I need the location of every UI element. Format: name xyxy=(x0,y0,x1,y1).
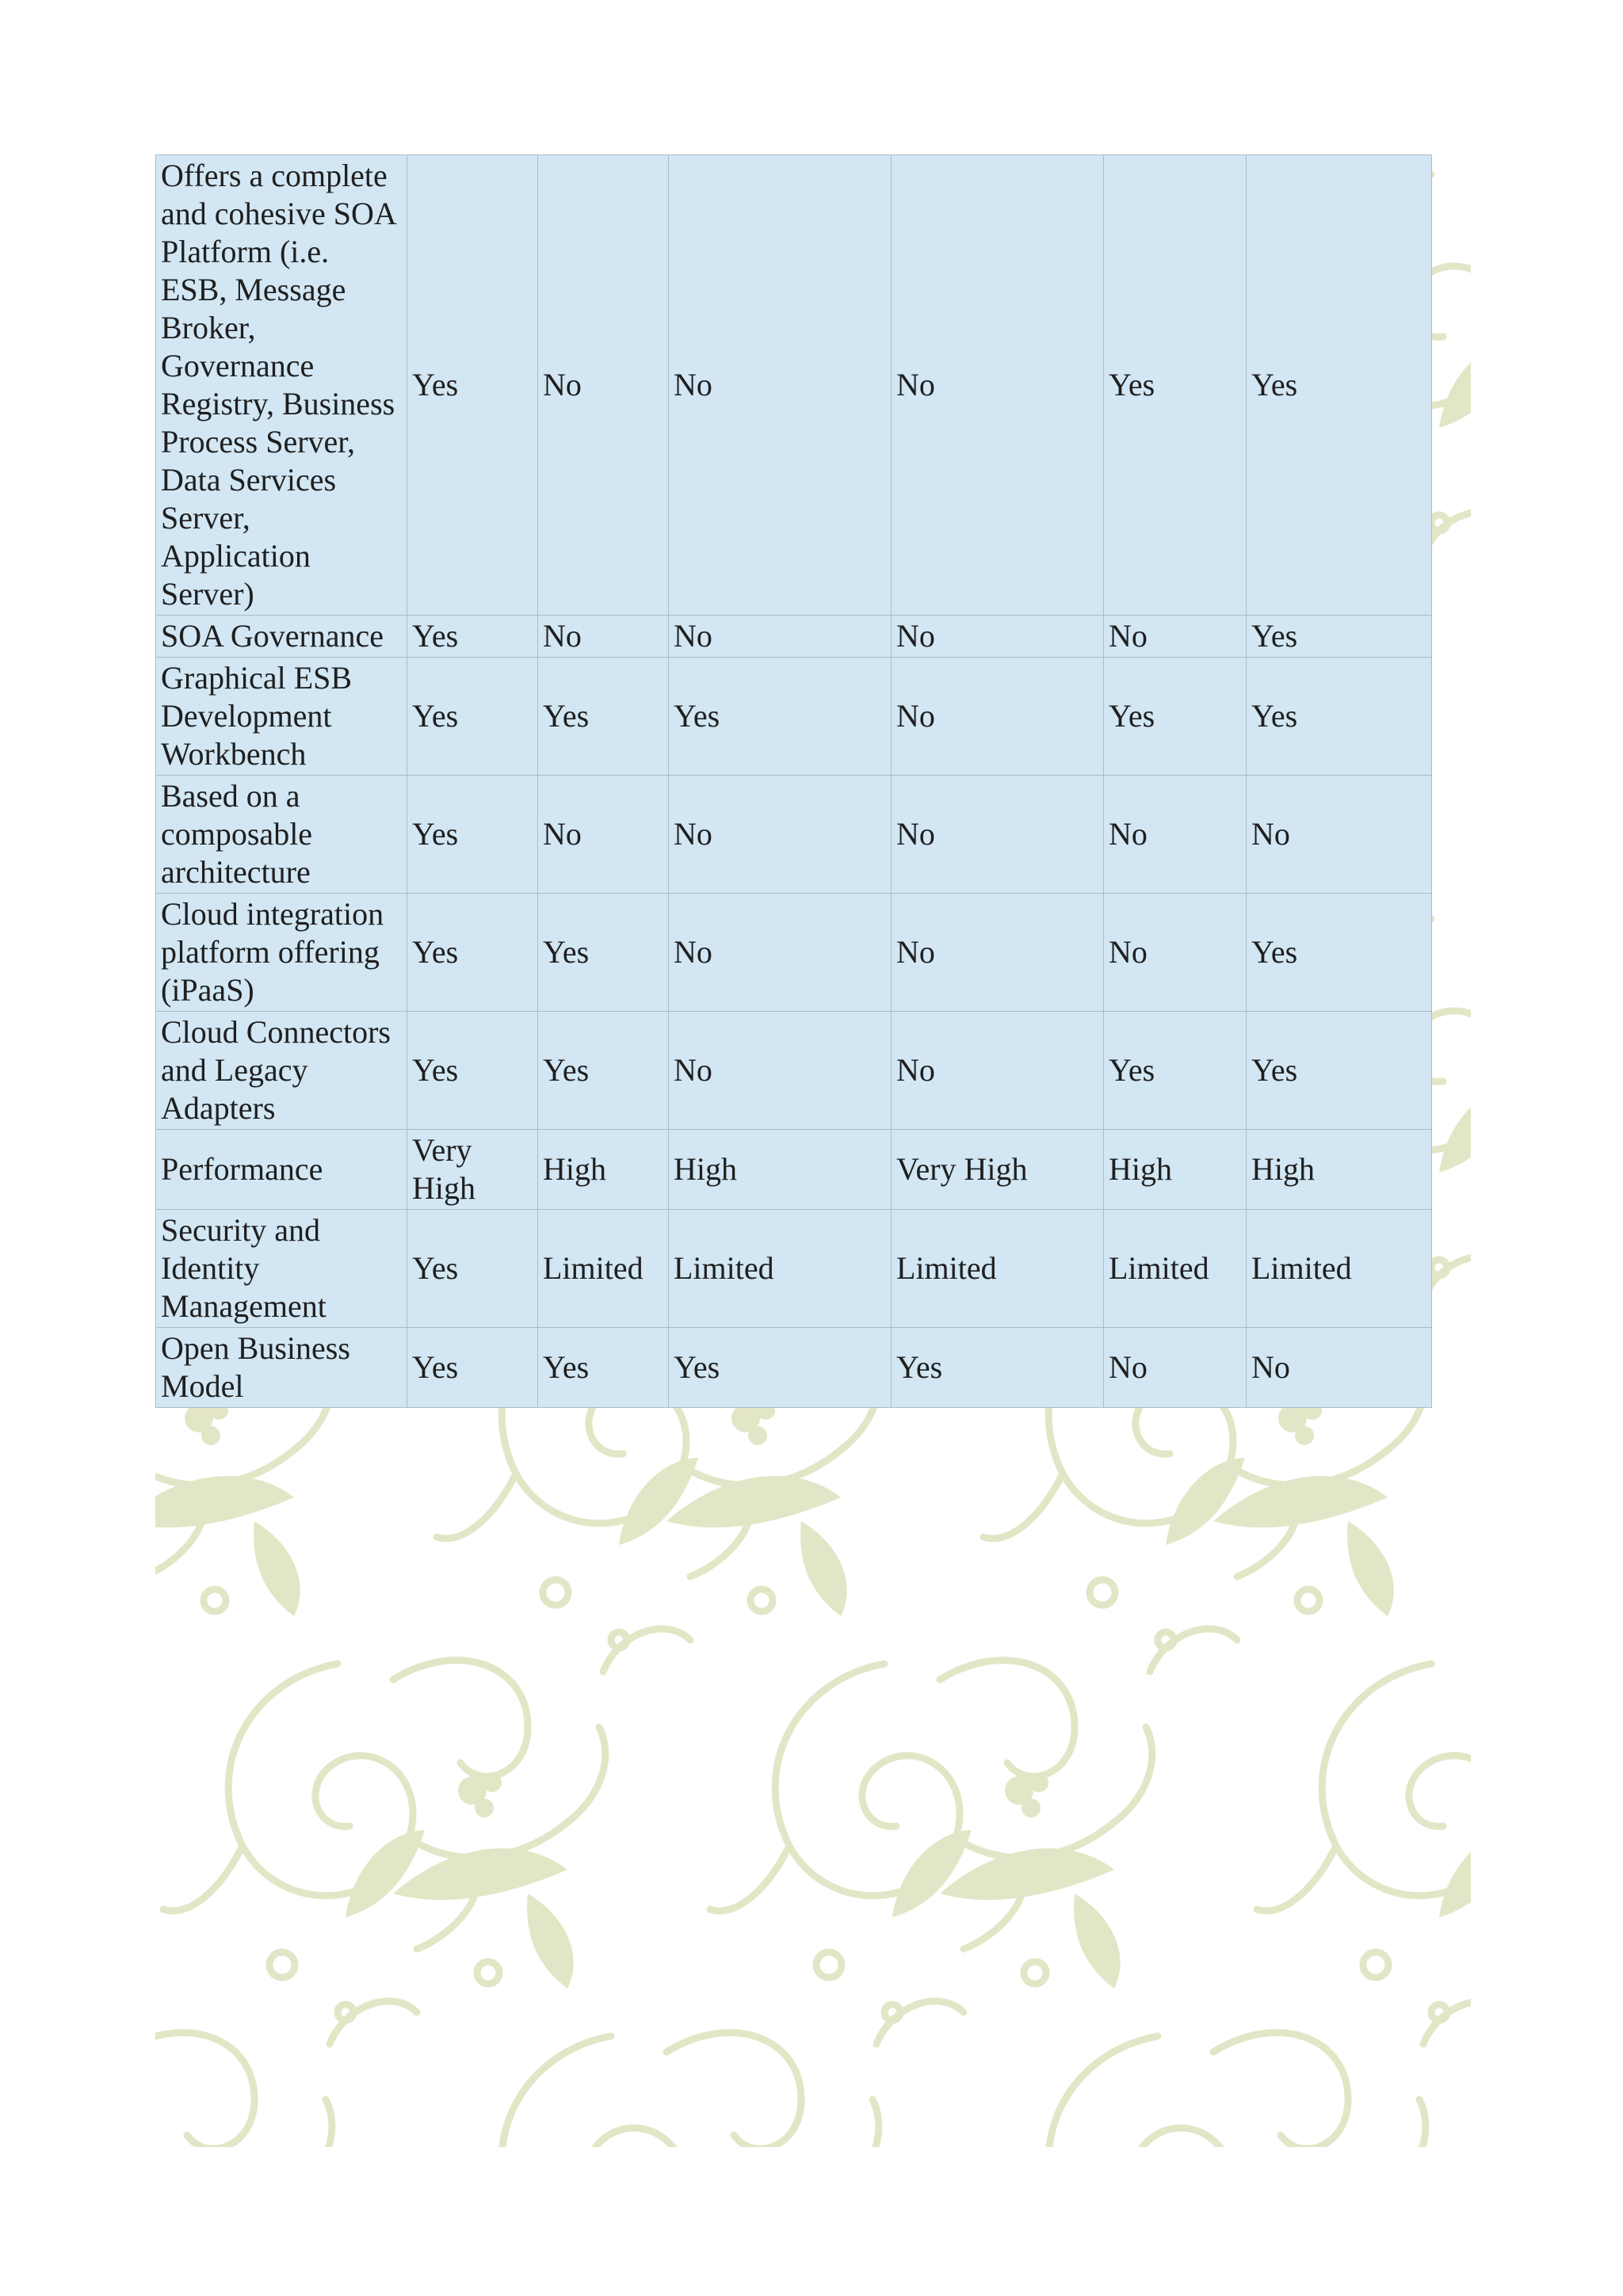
feature-cell: Performance xyxy=(156,1130,407,1210)
value-cell: No xyxy=(1104,616,1247,658)
table-row xyxy=(156,658,1432,776)
value-cell: Yes xyxy=(669,658,892,776)
value-cell: No xyxy=(669,776,892,894)
value-cell: Yes xyxy=(1104,1012,1247,1130)
value-cell: High xyxy=(1104,1130,1247,1210)
value-cell: No xyxy=(538,776,669,894)
comparison-table xyxy=(155,154,1432,1408)
value-cell: Limited xyxy=(538,1210,669,1328)
value-cell: Yes xyxy=(1247,894,1432,1012)
table-row xyxy=(156,1012,1432,1130)
table-row xyxy=(156,776,1432,894)
value-cell: No xyxy=(669,155,892,616)
table-row xyxy=(156,155,1432,616)
value-cell: Yes xyxy=(538,1012,669,1130)
value-cell: Very High xyxy=(407,1130,538,1210)
value-cell: Yes xyxy=(1247,155,1432,616)
value-cell: Yes xyxy=(1247,658,1432,776)
value-cell: No xyxy=(892,616,1104,658)
value-cell: Yes xyxy=(407,1210,538,1328)
value-cell: Limited xyxy=(669,1210,892,1328)
value-cell: No xyxy=(892,155,1104,616)
comparison-table-container xyxy=(155,154,1431,1408)
value-cell: Yes xyxy=(407,155,538,616)
value-cell: Limited xyxy=(1104,1210,1247,1328)
value-cell: Yes xyxy=(407,658,538,776)
feature-cell: Security and Identity Management xyxy=(156,1210,407,1328)
value-cell: No xyxy=(538,616,669,658)
value-cell: No xyxy=(892,894,1104,1012)
value-cell: No xyxy=(669,1012,892,1130)
value-cell: No xyxy=(1104,776,1247,894)
value-cell: No xyxy=(892,1012,1104,1130)
value-cell: Yes xyxy=(1247,1012,1432,1130)
table-row xyxy=(156,1130,1432,1210)
feature-cell: Graphical ESB Development Workbench xyxy=(156,658,407,776)
value-cell: Yes xyxy=(407,616,538,658)
value-cell: No xyxy=(1247,776,1432,894)
value-cell: No xyxy=(892,658,1104,776)
feature-cell: Open Business Model xyxy=(156,1328,407,1408)
value-cell: Yes xyxy=(538,894,669,1012)
value-cell: No xyxy=(1104,894,1247,1012)
feature-cell: Offers a complete and cohesive SOA Platform (i.e. ESB, Message Broker, Governance Registry, Business Process Server, Data Services Server, Application Server) xyxy=(156,155,407,616)
value-cell: No xyxy=(669,616,892,658)
value-cell: Yes xyxy=(669,1328,892,1408)
table-row xyxy=(156,616,1432,658)
comparison-table-body xyxy=(156,155,1432,1408)
value-cell: Yes xyxy=(407,894,538,1012)
value-cell: Yes xyxy=(407,1328,538,1408)
value-cell: No xyxy=(538,155,669,616)
table-row xyxy=(156,894,1432,1012)
value-cell: Very High xyxy=(892,1130,1104,1210)
value-cell: Limited xyxy=(1247,1210,1432,1328)
value-cell: No xyxy=(1104,1328,1247,1408)
feature-cell: SOA Governance xyxy=(156,616,407,658)
value-cell: Yes xyxy=(1104,658,1247,776)
value-cell: Yes xyxy=(1104,155,1247,616)
value-cell: Yes xyxy=(407,776,538,894)
feature-cell: Cloud integration platform offering (iPaaS) xyxy=(156,894,407,1012)
value-cell: No xyxy=(892,776,1104,894)
value-cell: No xyxy=(1247,1328,1432,1408)
value-cell: Yes xyxy=(1247,616,1432,658)
value-cell: Yes xyxy=(538,658,669,776)
table-row xyxy=(156,1328,1432,1408)
value-cell: Yes xyxy=(407,1012,538,1130)
value-cell: Limited xyxy=(892,1210,1104,1328)
feature-cell: Cloud Connectors and Legacy Adapters xyxy=(156,1012,407,1130)
value-cell: High xyxy=(1247,1130,1432,1210)
value-cell: No xyxy=(669,894,892,1012)
value-cell: High xyxy=(538,1130,669,1210)
value-cell: High xyxy=(669,1130,892,1210)
value-cell: Yes xyxy=(892,1328,1104,1408)
feature-cell: Based on a composable architecture xyxy=(156,776,407,894)
table-row xyxy=(156,1210,1432,1328)
value-cell: Yes xyxy=(538,1328,669,1408)
